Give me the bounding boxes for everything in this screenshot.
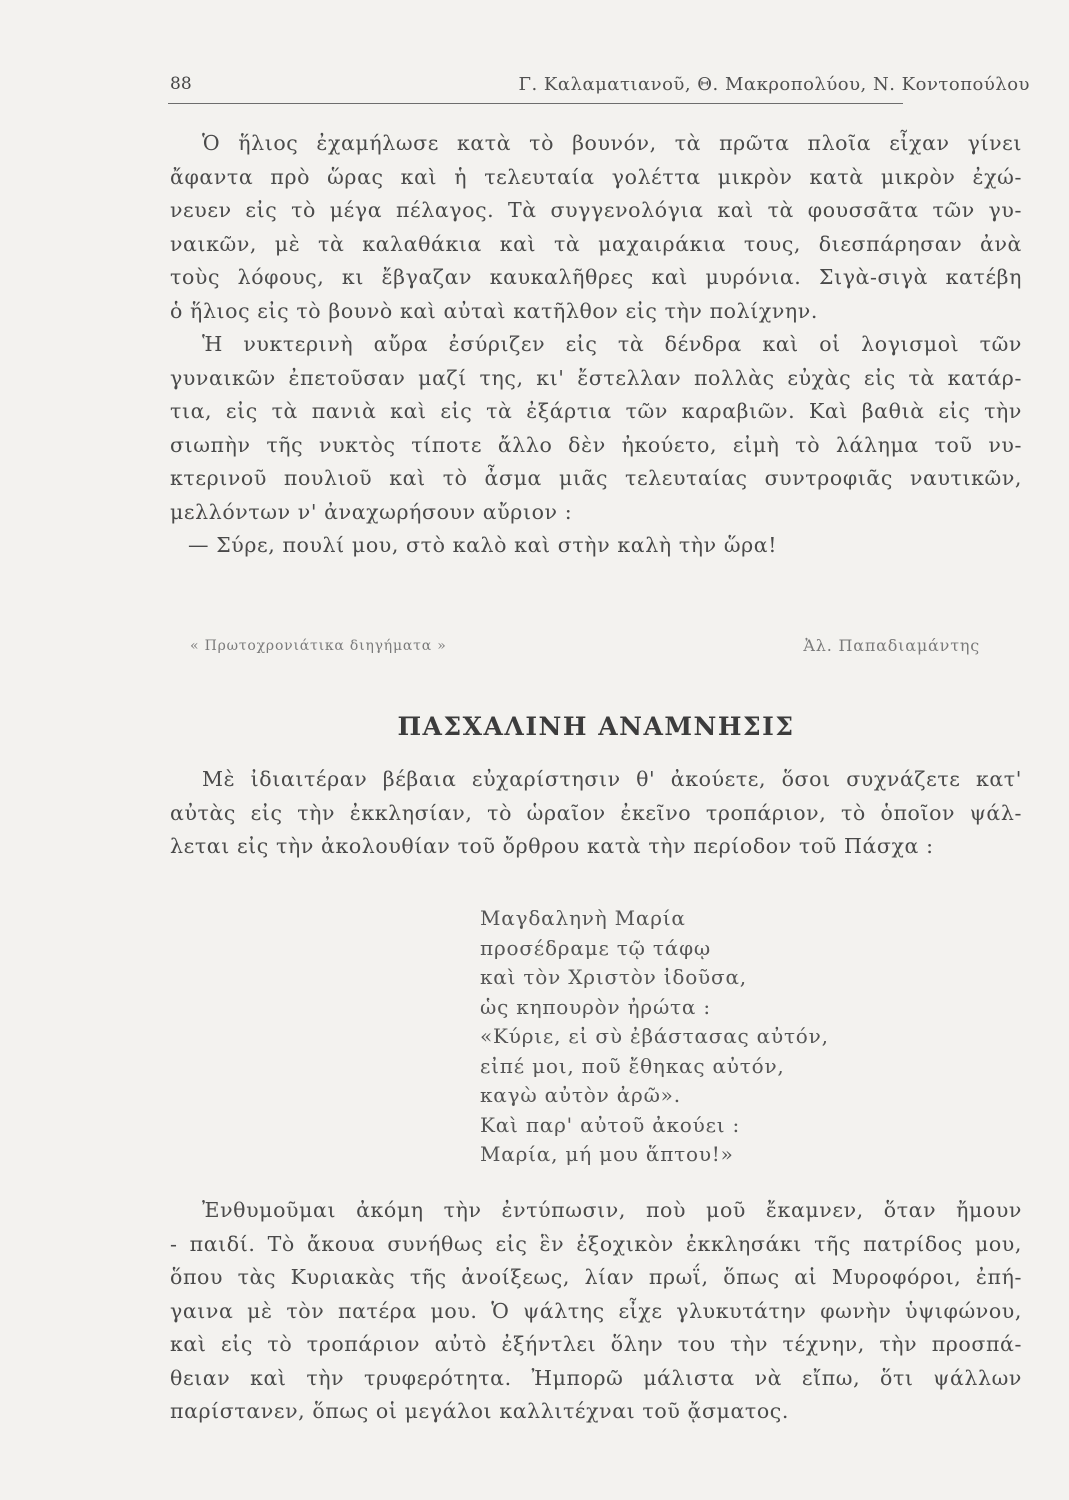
hymn-line: «Κύριε, εἰ σὺ ἐβάστασας αὐτόν, xyxy=(480,1024,829,1048)
hymn-line: καγὼ αὐτὸν ἀρῶ». xyxy=(480,1083,681,1107)
text-line: ἄφαντα πρὸ ὥρας καὶ ἡ τελευταία γολέττα μικρὸν κατὰ μικρὸν ἐχώ- xyxy=(170,164,1022,189)
text-line: Ἡ νυκτερινὴ αὔρα ἐσύριζεν εἰς τὰ δένδρα καὶ οἱ λογισμοὶ τῶν xyxy=(202,332,1022,356)
text-line: - παιδί. Τὸ ἄκουα συνήθως εἰς ἓν ἐξοχικὸν ἐκκλησάκι τῆς πατρίδος μου, xyxy=(170,1231,1022,1256)
excerpt-text xyxy=(170,127,1022,563)
text-line: αὐτὰς εἰς τὴν ἐκκλησίαν, τὸ ὡραῖον ἐκεῖνο τροπάριον, τὸ ὁποῖον ψάλ- xyxy=(170,800,1022,825)
page-number: 88 xyxy=(170,74,192,94)
text-line: — Σύρε, πουλί μου, στὸ καλὸ καὶ στὴν καλὴ τὴν ὥρα! xyxy=(188,533,778,557)
text-line: ὅπου τὰς Κυριακὰς τῆς ἀνοίξεως, λίαν πρωΐ, ὅπως αἱ Μυροφόροι, ἐπή- xyxy=(170,1265,1022,1289)
text-line: Ἐνθυμοῦμαι ἀκόμη τὴν ἐντύπωσιν, ποὺ μοῦ ἔκαμνεν, ὅταν ἤμουν xyxy=(202,1198,1022,1222)
intro-text xyxy=(170,763,1022,864)
text-line: Ὁ ἥλιος ἐχαμήλωσε κατὰ τὸ βουνόν, τὰ πρῶτα πλοῖα εἶχαν γίνει xyxy=(202,131,1022,155)
text-line: ὁ ἥλιος εἰς τὸ βουνὸ καὶ αὐταὶ κατῆλθον εἰς τὴν πολίχνην. xyxy=(170,298,818,323)
text-line: κτερινοῦ πουλιοῦ καὶ τὸ ἆσμα μιᾶς τελευταίας συντροφιᾶς ναυτικῶν, xyxy=(170,466,1022,490)
text-line: ναικῶν, μὲ τὰ καλαθάκια καὶ τὰ μαχαιράκια τους, διεσπάρησαν ἀνὰ xyxy=(170,231,1022,256)
hymn-line: Μαγδαληνὴ Μαρία xyxy=(480,906,686,930)
source-work: « Πρωτοχρονιάτικα διηγήματα » xyxy=(190,638,447,654)
text-line: λεται εἰς τὴν ἀκολουθίαν τοῦ ὄρθρου κατὰ τὴν περίοδον τοῦ Πάσχα : xyxy=(170,834,934,858)
hymn-line: εἰπέ μοι, ποῦ ἔθηκας αὐτόν, xyxy=(480,1053,785,1078)
text-line: Μὲ ἰδιαιτέραν βέβαια εὐχαρίστησιν θ' ἀκούετε, ὅσοι συχνάζετε κατ' xyxy=(202,767,1022,791)
hymn-line: προσέδραμε τῷ τάφῳ xyxy=(480,935,711,960)
excerpt-attribution xyxy=(190,632,980,662)
hymn-verse xyxy=(480,904,829,1170)
text-line: μελλόντων ν' ἀναχωρήσουν αὔριον : xyxy=(170,499,573,524)
header-rule xyxy=(168,103,903,104)
section-title: ΠΑΣΧΑΛΙΝΗ ΑΝΑΜΝΗΣΙΣ xyxy=(397,712,795,741)
running-head: Γ. Καλαματιανοῦ, Θ. Μακροπολύου, Ν. Κοντοπούλου xyxy=(518,74,1030,95)
text-line: καὶ εἰς τὸ τροπάριον αὐτὸ ἐξήντλει ὅλην του τὴν τέχνην, τὴν προσπά- xyxy=(170,1332,1022,1356)
hymn-line: ὡς κηπουρὸν ἠρώτα : xyxy=(480,994,711,1019)
hymn-line: καὶ τὸν Χριστὸν ἰδοῦσα, xyxy=(480,965,747,989)
hymn-line: Καὶ παρ' αὐτοῦ ἀκούει : xyxy=(480,1112,741,1137)
text-line: τοὺς λόφους, κι ἔβγαζαν καυκαλῆθρες καὶ μυρόνια. Σιγὰ-σιγὰ κατέβη xyxy=(170,265,1022,289)
text-line: τια, εἰς τὰ πανιὰ καὶ εἰς τὰ ἐξάρτια τῶν καραβιῶν. Καὶ βαθιὰ εἰς τὴν xyxy=(170,399,1022,423)
text-line: παρίστανεν, ὅπως οἱ μεγάλοι καλλιτέχναι τοῦ ᾄσματος. xyxy=(170,1399,789,1423)
text-line: σιωπὴν τῆς νυκτὸς τίποτε ἄλλο δὲν ἠκούετο, εἰμὴ τὸ λάλημα τοῦ νυ- xyxy=(170,432,1022,457)
text-line: γυναικῶν ἐπετοῦσαν μαζί της, κι' ἔστελλαν πολλὰς εὐχὰς εἰς τὰ κατάρ- xyxy=(170,365,1022,390)
source-author: Ἀλ. Παπαδιαμάντης xyxy=(803,636,980,655)
closing-text xyxy=(170,1194,1022,1429)
text-line: θειαν καὶ τὴν τρυφερότητα. Ἠμπορῶ μάλιστα νὰ εἴπω, ὅτι ψάλλων xyxy=(170,1365,1022,1390)
hymn-line: Μαρία, μή μου ἅπτου!» xyxy=(480,1142,734,1166)
text-line: νευεν εἰς τὸ μέγα πέλαγος. Τὰ συγγενολόγια καὶ τὰ φουσσᾶτα τῶν γυ- xyxy=(170,198,1022,222)
text-line: γαινα μὲ τὸν πατέρα μου. Ὁ ψάλτης εἶχε γλυκυτάτην φωνὴν ὑψιφώνου, xyxy=(170,1298,1022,1323)
page-header xyxy=(170,68,1030,102)
